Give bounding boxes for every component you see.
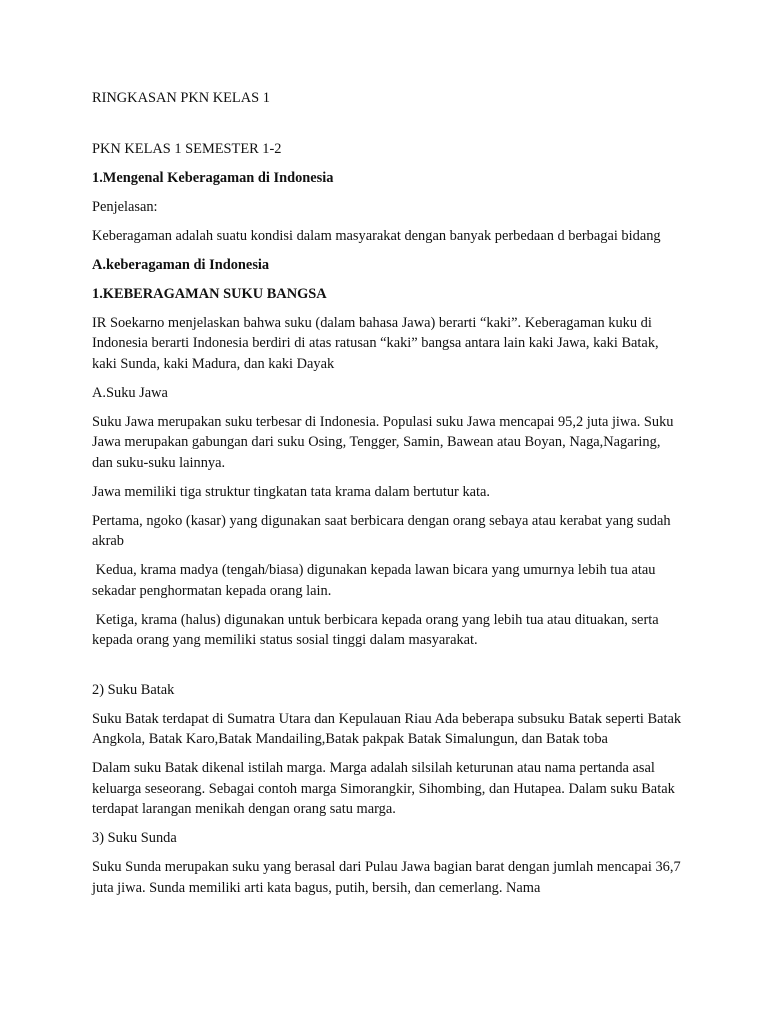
document-subtitle: PKN KELAS 1 SEMESTER 1-2: [92, 140, 282, 157]
penjelasan-paragraph: Keberagaman adalah suatu kondisi dalam masyarakat dengan banyak perbedaan d berbagai bidang: [92, 227, 661, 244]
marga-paragraph: Dalam suku Batak dikenal istilah marga. Marga adalah silsilah keturunan atau nama pertanda asal keluarga seseorang. Sebagai contoh marga Simorangkir, Sihombing, dan Hutapea. Dalam suku Batak terdapat larangan menikah dengan orang satu marga.: [92, 760, 675, 817]
jawa-ketiga-paragraph: Ketiga, krama (halus) digunakan untuk berbicara kepada orang yang lebih tua atau dituakan, serta kepada orang yang memiliki status sosial tinggi dalam masyarakat.: [92, 611, 663, 648]
document-page: [92, 88, 682, 907]
suku-sunda-heading: 3) Suku Sunda: [92, 830, 177, 846]
suku-batak-heading: 2) Suku Batak: [92, 681, 175, 698]
suku-bangsa-paragraph: IR Soekarno menjelaskan bahwa suku (dalam bahasa Jawa) berarti “kaki”. Keberagaman kuku di Indonesia berarti Indonesia berdiri di atas ratusan “kaki” bangsa antara lain kaki Jawa, kaki Batak, kaki Sunda, kaki Madura, dan kaki Dayak: [92, 314, 659, 372]
suku-jawa-heading: A.Suku Jawa: [92, 384, 168, 401]
section-heading-keberagaman: A.keberagaman di Indonesia: [92, 256, 270, 273]
jawa-struktur-paragraph: Jawa memiliki tiga struktur tingkatan tata krama dalam bertutur kata.: [92, 483, 491, 500]
penjelasan-label: Penjelasan:: [92, 198, 158, 215]
section-heading-mengenal: 1.Mengenal Keberagaman di Indonesia: [92, 169, 334, 186]
suku-batak-paragraph: Suku Batak terdapat di Sumatra Utara dan Kepulauan Riau Ada beberapa subsuku Batak seperti Batak Angkola, Batak Karo,Batak Mandailing,Batak pakpak Batak Simalungun, dan Batak toba: [92, 710, 682, 747]
suku-jawa-paragraph: Suku Jawa merupakan suku terbesar di Indonesia. Populasi suku Jawa mencapai 95,2 juta jiwa. Suku Jawa merupakan gabungan dari suku Osing, Tengger, Samin, Bawean atau Boyan, Naga,Nagaring, dan suku-suku lainnya.: [92, 413, 674, 471]
jawa-kedua-paragraph: Kedua, krama madya (tengah/biasa) digunakan kepada lawan bicara yang umurnya lebih tua atau sekadar penghormatan kepada orang lain.: [92, 562, 660, 599]
jawa-pertama-paragraph: Pertama, ngoko (kasar) yang digunakan saat berbicara dengan orang sebaya atau kerabat yang sudah akrab: [92, 512, 671, 549]
document-title: RINGKASAN PKN KELAS 1: [92, 90, 270, 106]
section-heading-suku-bangsa: 1.KEBERAGAMAN SUKU BANGSA: [92, 285, 327, 302]
suku-sunda-paragraph: Suku Sunda merupakan suku yang berasal dari Pulau Jawa bagian barat dengan jumlah mencapai 36,7 juta jiwa. Sunda memiliki arti kata bagus, putih, bersih, dan cemerlang. Nama: [92, 859, 681, 896]
